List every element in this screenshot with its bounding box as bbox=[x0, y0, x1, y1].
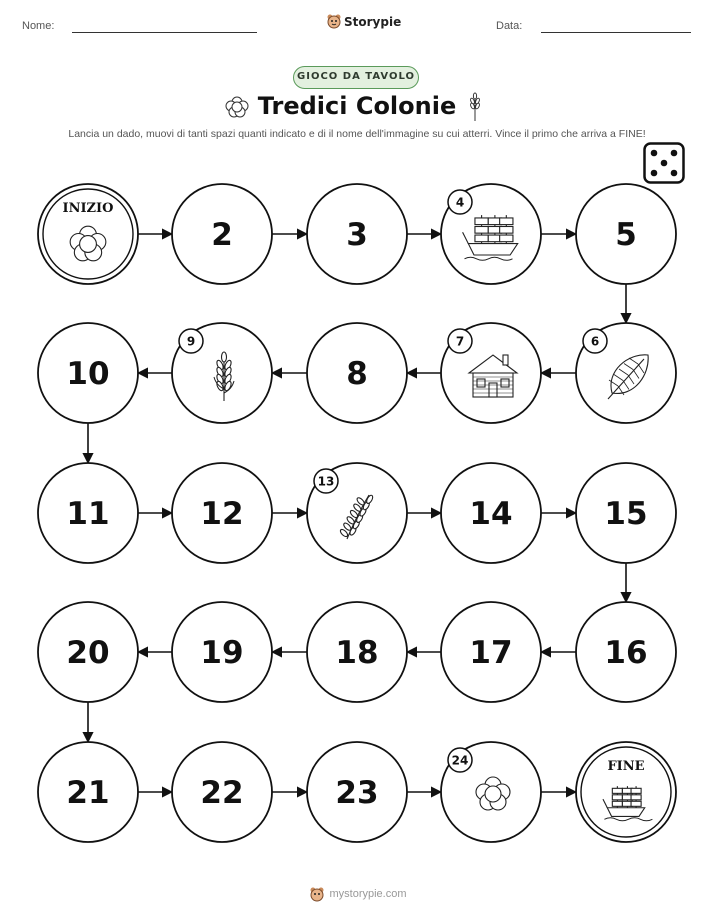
space-badge-number: 24 bbox=[451, 753, 469, 768]
board-space-22 bbox=[172, 742, 272, 842]
game-badge: GIOCO DA TAVOLO bbox=[293, 66, 419, 89]
board-space-3 bbox=[307, 184, 407, 284]
board-space-19 bbox=[172, 602, 272, 702]
board-space-12 bbox=[172, 463, 272, 563]
board-space-16 bbox=[576, 602, 676, 702]
space-number: 21 bbox=[66, 775, 110, 811]
board-space-18 bbox=[307, 602, 407, 702]
board-space-9 bbox=[172, 323, 272, 423]
space-badge-number: 7 bbox=[455, 334, 465, 349]
brand-name: Storypie bbox=[344, 15, 402, 29]
board-space-10 bbox=[38, 323, 138, 423]
space-badge-number: 9 bbox=[186, 334, 196, 349]
board-space-5 bbox=[576, 184, 676, 284]
board-space-14 bbox=[441, 463, 541, 563]
space-number: 3 bbox=[346, 217, 368, 253]
space-label: INIZIO bbox=[62, 201, 114, 216]
space-badge-number: 4 bbox=[455, 195, 465, 210]
space-number: 12 bbox=[200, 496, 244, 532]
date-label: Data: bbox=[496, 20, 523, 32]
board-space-4 bbox=[441, 184, 541, 284]
board-space-8 bbox=[307, 323, 407, 423]
space-number: 16 bbox=[604, 635, 648, 671]
space-number: 18 bbox=[335, 635, 379, 671]
space-label: FINE bbox=[607, 759, 645, 774]
space-number: 22 bbox=[200, 775, 244, 811]
board-space-23 bbox=[307, 742, 407, 842]
space-number: 14 bbox=[469, 496, 513, 532]
name-label: Nome: bbox=[22, 20, 55, 32]
board-space-15 bbox=[576, 463, 676, 563]
instructions: Lancia un dado, muovi di tanti spazi quanti indicato e di il nome dell'immagine su cui atterri. Vince il primo che arriva a FINE! bbox=[68, 128, 646, 140]
space-number: 15 bbox=[604, 496, 648, 532]
space-number: 10 bbox=[66, 356, 110, 392]
board-space-13 bbox=[307, 463, 407, 563]
space-badge-number: 6 bbox=[590, 334, 600, 349]
board-space-fine bbox=[576, 742, 676, 842]
space-number: 20 bbox=[66, 635, 110, 671]
space-number: 5 bbox=[615, 217, 637, 253]
space-number: 11 bbox=[66, 496, 110, 532]
page-title: Tredici Colonie bbox=[257, 92, 457, 120]
board-space-17 bbox=[441, 602, 541, 702]
space-number: 8 bbox=[346, 356, 368, 392]
board-space-20 bbox=[38, 602, 138, 702]
space-number: 19 bbox=[200, 635, 244, 671]
board-space-7 bbox=[441, 323, 541, 423]
board-space-24 bbox=[441, 742, 541, 842]
space-number: 17 bbox=[469, 635, 513, 671]
footer-site: mystorypie.com bbox=[329, 888, 407, 900]
board-space-6 bbox=[576, 323, 676, 423]
space-number: 23 bbox=[335, 775, 379, 811]
board-space-inizio bbox=[38, 184, 138, 284]
board-space-21 bbox=[38, 742, 138, 842]
board-space-11 bbox=[38, 463, 138, 563]
board-space-2 bbox=[172, 184, 272, 284]
space-badge-number: 13 bbox=[317, 474, 335, 489]
space-number: 2 bbox=[211, 217, 233, 253]
